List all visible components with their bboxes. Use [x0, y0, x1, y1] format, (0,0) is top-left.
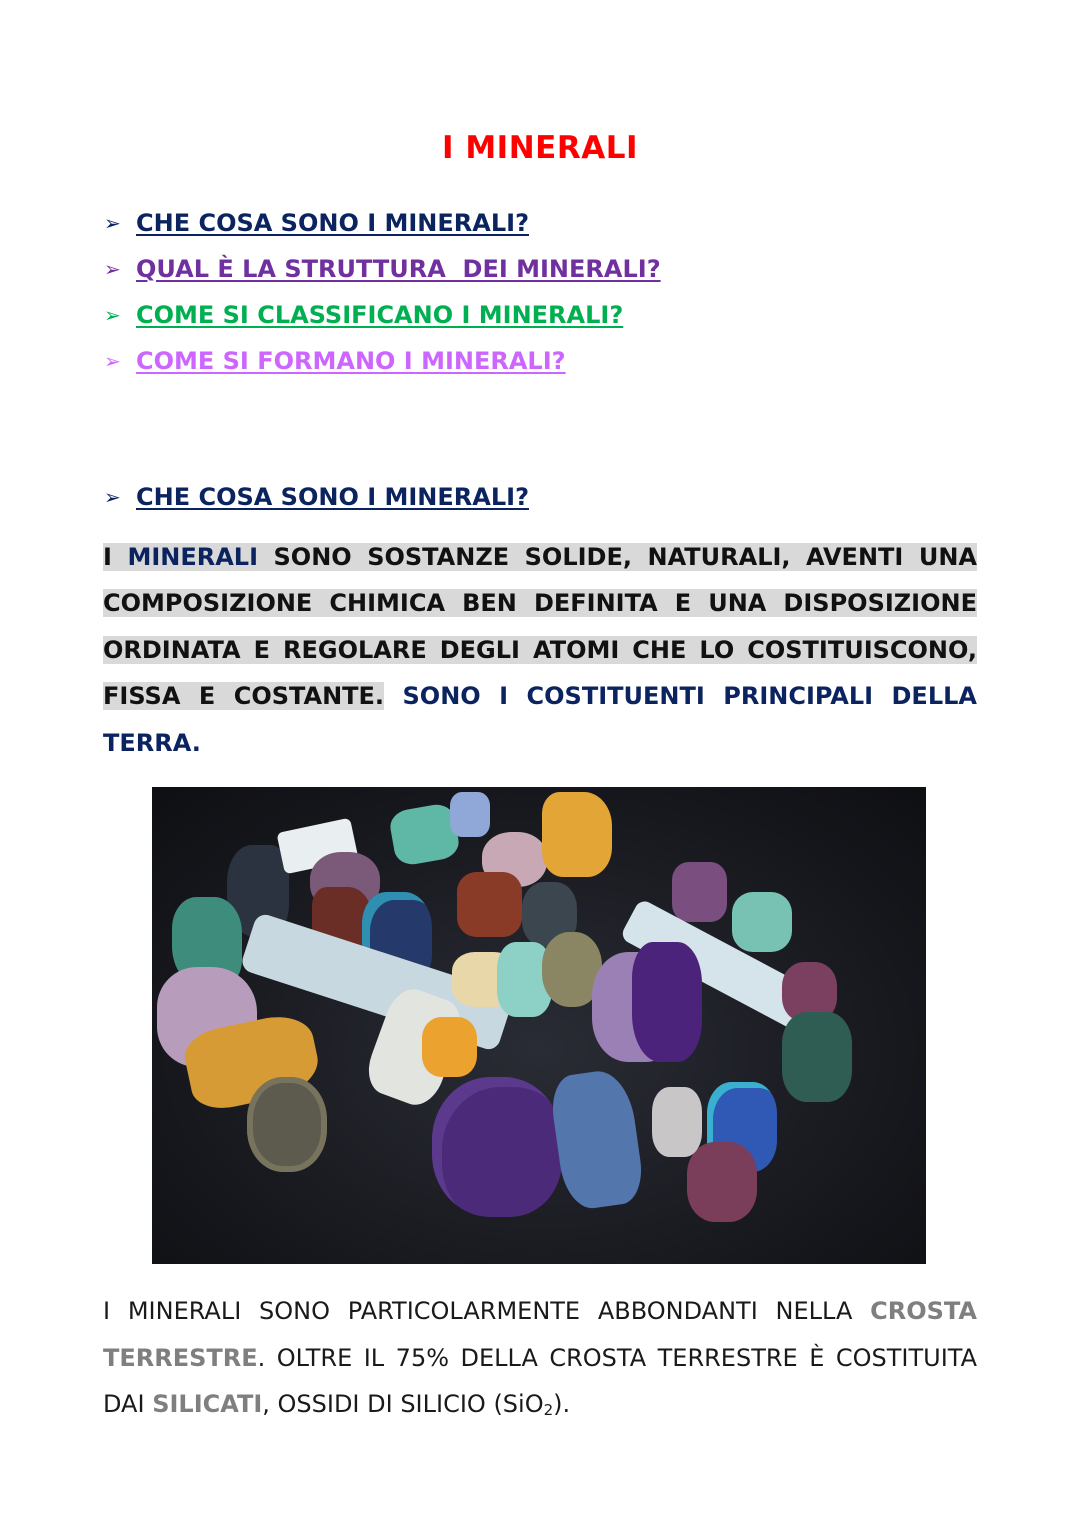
keyword-crosta-terrestre: CROSTA TERRESTRE — [103, 1297, 977, 1372]
keyword-silicati: SILICATI — [152, 1390, 263, 1418]
subscript-2: 2 — [543, 1401, 554, 1419]
arrow-bullet-icon: ➢ — [104, 303, 121, 327]
definition-term: MINERALI — [127, 543, 259, 571]
page-title: I MINERALI — [442, 130, 638, 166]
arrow-bullet-icon: ➢ — [104, 349, 121, 373]
definition-paragraph — [103, 534, 977, 766]
definition-text-start: I — [103, 543, 128, 571]
toc-item-formano[interactable] — [104, 338, 661, 384]
toc-link-classificano[interactable]: COME SI CLASSIFICANO I MINERALI? — [136, 301, 624, 329]
section-heading — [104, 477, 529, 517]
arrow-bullet-icon: ➢ — [104, 485, 121, 509]
definition-text-end: SONO I COSTITUENTI PRINCIPALI DELLA TERRA. — [103, 682, 977, 757]
toc-item-struttura[interactable] — [104, 246, 661, 292]
toc-link-struttura[interactable]: QUAL È LA STRUTTURA DEI MINERALI? — [136, 255, 661, 283]
minerals-photo — [152, 787, 926, 1264]
paragraph-text: I MINERALI SONO PARTICOLARMENTE ABBONDANTI NELLA — [103, 1297, 871, 1325]
toc-item-che-cosa[interactable] — [104, 200, 661, 246]
body-paragraph — [103, 1288, 977, 1428]
paragraph-text: . OLTRE IL 75% DELLA CROSTA TERRESTRE È COSTITUITA DAI — [103, 1343, 977, 1418]
toc-item-classificano[interactable] — [104, 292, 661, 338]
paragraph-text: , OSSIDI DI SILICIO (SiO — [262, 1390, 544, 1418]
arrow-bullet-icon: ➢ — [104, 257, 121, 281]
paragraph-text: ). — [553, 1390, 571, 1418]
arrow-bullet-icon: ➢ — [104, 211, 121, 235]
toc-link-che-cosa[interactable]: CHE COSA SONO I MINERALI? — [136, 209, 529, 237]
section-heading-text: CHE COSA SONO I MINERALI? — [136, 483, 529, 511]
toc-link-formano[interactable]: COME SI FORMANO I MINERALI? — [136, 347, 566, 375]
definition-text-body: SONO SOSTANZE SOLIDE, NATURALI, AVENTI UNA COMPOSIZIONE CHIMICA BEN DEFINITA E UNA DISPOSIZIONE ORDINATA E REGOLARE DEGLI ATOMI CHE LO COSTITUISCONO, FISSA E COSTANTE. — [103, 543, 977, 711]
table-of-contents — [104, 200, 661, 384]
